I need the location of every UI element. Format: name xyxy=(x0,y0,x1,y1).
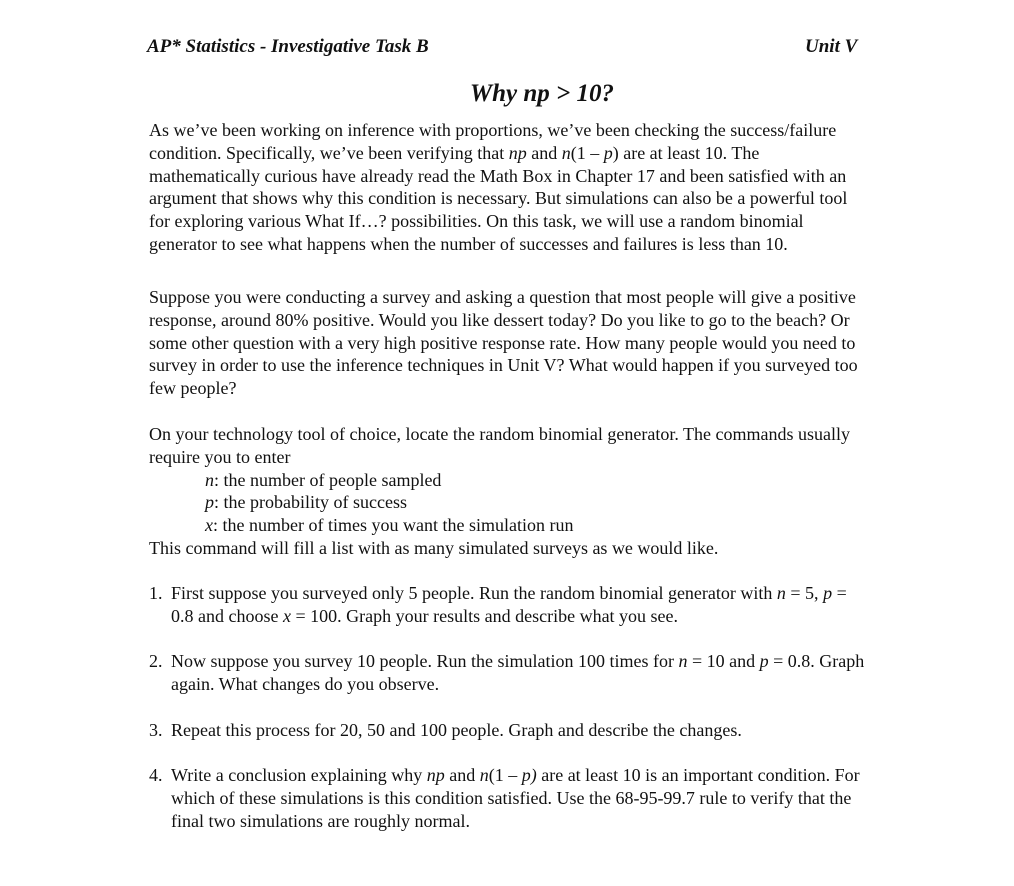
text-line: for exploring various What If…? possibilities. On this task, we will use a random binomial xyxy=(149,211,804,232)
text-line: generator to see what happens when the number of successes and failures is less than 10. xyxy=(149,233,788,254)
question-4: 4. Write a conclusion explaining why np and n(1 – p) are at least 10 is an important condition. For which of these simulations is this condition satisfied. Use the 68-95-99.7 rule to verify that the final two simulations are roughly normal. xyxy=(149,765,860,831)
question-2: 2. Now suppose you survey 10 people. Run the simulation 100 times for n = 10 and p = 0.8. Graph again. What changes do you observe. xyxy=(149,651,865,694)
text-line: require you to enter xyxy=(149,446,291,467)
text-line: On your technology tool of choice, locate the random binomial generator. The commands usually xyxy=(149,424,850,444)
question-3: 3. Repeat this process for 20, 50 and 100 people. Graph and describe the changes. xyxy=(149,720,742,740)
text-line: survey in order to use the inference techniques in Unit V? What would happen if you surveyed too xyxy=(149,355,858,376)
header-course-title: AP* Statistics - Investigative Task B xyxy=(147,36,429,57)
param-p: p: the probability of success xyxy=(205,492,407,513)
text-line: Suppose you were conducting a survey and asking a question that most people will give a positive xyxy=(149,287,856,307)
page-title: Why np > 10? xyxy=(469,80,615,107)
survey-paragraph xyxy=(149,286,949,400)
text-line: As we’ve been working on inference with proportions, we’ve been checking the success/failure xyxy=(149,120,837,140)
text-line: some other question with a very high positive response rate. How many people would you need to xyxy=(149,332,856,353)
question-1: 1. First suppose you surveyed only 5 people. Run the random binomial generator with n = 5, p = 0.8 and choose x = 100. Graph your results and describe what you see. xyxy=(149,583,847,626)
text-line: response, around 80% positive. Would you like dessert today? Do you like to go to the beach? Or xyxy=(149,309,850,330)
text-line: mathematically curious have already read the Math Box in Chapter 17 and been satisfied with an xyxy=(149,165,847,186)
header-unit: Unit V xyxy=(805,36,858,57)
text-line: This command will fill a list with as many simulated surveys as we would like. xyxy=(149,537,719,558)
text-line: condition. Specifically, we’ve been verifying that np and n(1 – p) are at least 10. The xyxy=(149,142,760,163)
text-line: few people? xyxy=(149,378,237,399)
text-line: argument that shows why this condition is necessary. But simulations can also be a powerful tool xyxy=(149,188,848,209)
param-x: x: the number of times you want the simulation run xyxy=(205,515,574,536)
intro-paragraph xyxy=(149,119,949,256)
param-n: n: the number of people sampled xyxy=(205,469,442,490)
technology-paragraph xyxy=(149,423,949,560)
